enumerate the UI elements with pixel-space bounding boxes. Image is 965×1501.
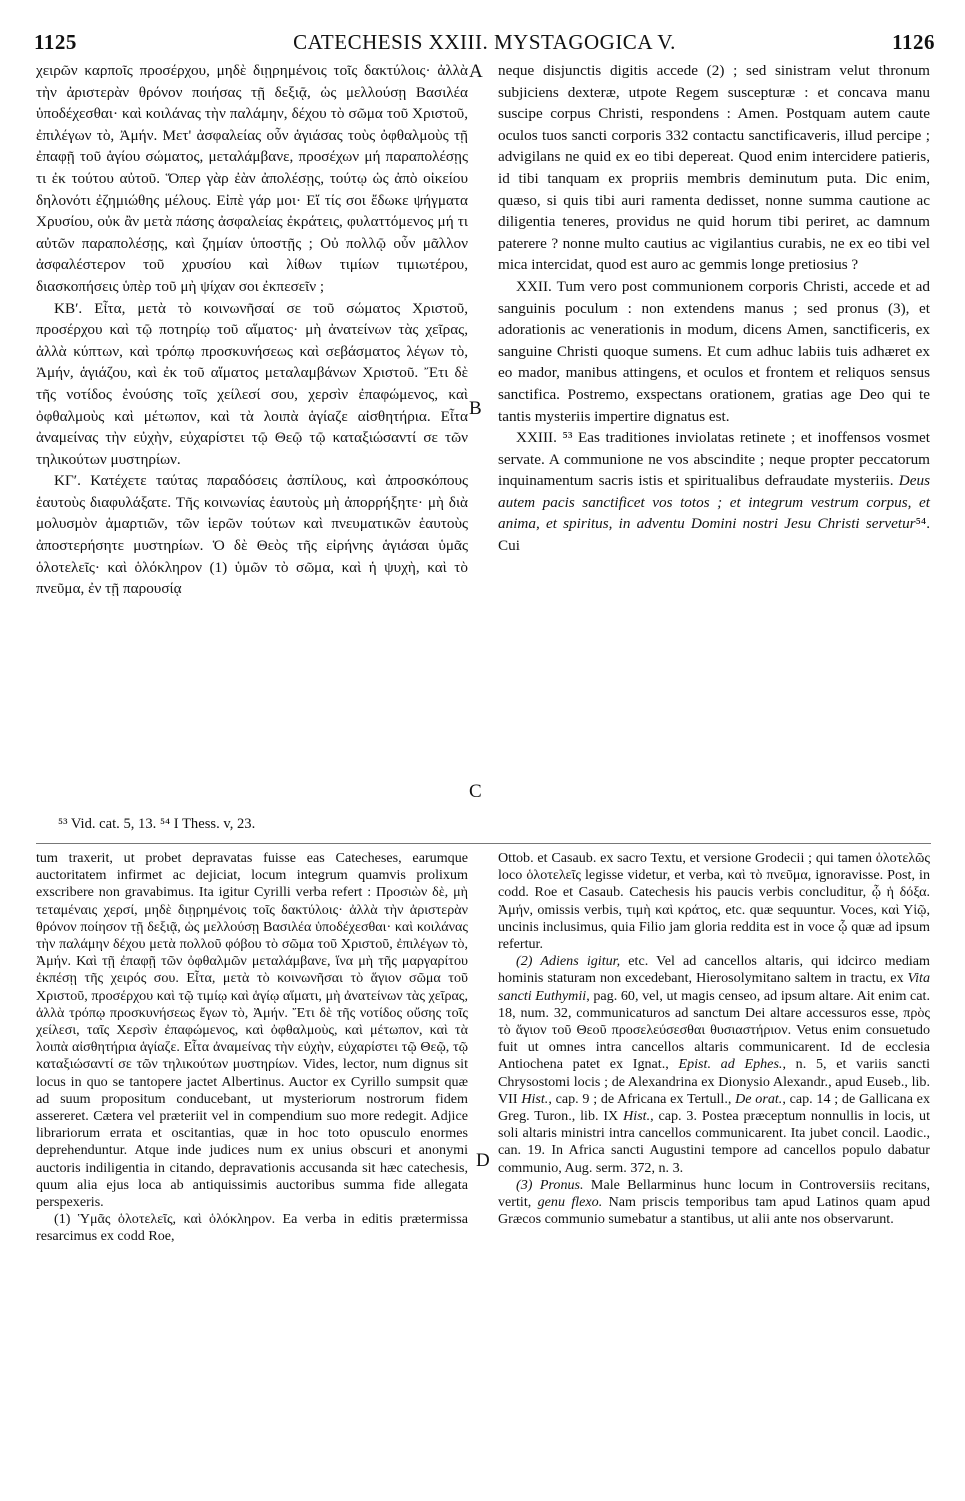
- note-2-italic-1: Vita sancti Euthymii: [498, 970, 930, 1004]
- margin-letter-b: B: [469, 398, 482, 419]
- note-3-heading: (3) Pronus.: [516, 1176, 584, 1193]
- footnote-references: ⁵³ Vid. cat. 5, 13. ⁵⁴ I Thess. v, 23.: [58, 816, 256, 832]
- note-3: [498, 1177, 930, 1229]
- divider: [36, 843, 931, 844]
- note-2-text-1: etc. Vel ad cancellos altaris, qui idcirco mediam hominis staturam non excedebant, Hierosolymitano saltem in tractu, ex: [498, 953, 931, 987]
- note-2-italic-2: Epist. ad Ephes.: [678, 1056, 783, 1073]
- latin-paragraph-3-end: ⁵⁴. Cui: [498, 515, 930, 555]
- note-2-text-3: , n. 5, et variis sancti Chrysostomi locis ; de Alexandrina ex Dionysio Alexandr., apud Euseb., lib. VII: [498, 1056, 930, 1107]
- latin-paragraph-2: XXII. Tum vero post communionem corporis Christi, accede et ad sanguinis poculum : non extendens manus ; sed pronus (3), et adorationis ac venerationis in modum, dicens Amen, sanctificeris, ex sanguine Christi quoque sumens. Et cum adhuc labiis tuis adhæret ex eo mador, manibus attingens, et oculos et frontem et reliquos sensus sanctifica. Postremo, exspectans orationem, gratias age Deo qui te tantis mysteriis impertire dignatus est.: [498, 277, 930, 425]
- latin-paragraph-3: [498, 427, 930, 557]
- note-2-heading: (2) Adiens igitur,: [516, 953, 621, 970]
- greek-column: [36, 60, 468, 600]
- note-left-paragraph-2: [36, 1211, 468, 1245]
- note-2-italic-3: Hist.: [521, 1090, 549, 1107]
- note-1-heading: (1) Ὑμᾶς ὁλοτελεῖς, καὶ ὁλόκληρον.: [54, 1211, 276, 1228]
- note-2-text-4: , cap. 9 ; de Africana ex Tertull.,: [548, 1090, 736, 1107]
- margin-letter-d: D: [476, 1150, 490, 1171]
- latin-paragraph-1: neque disjunctis digitis accede (2) ; sed sinistram velut thronum subjiciens dexteræ, utpote Regem suscepturæ : et concava manu suscipe corpus Christi, respondens : Amen. Postquam autem caute oculos tuos sancti corporis 332 contactu sanctificaveris, illud percipe ; advigilans ne quid ex eo tibi depereat. Quod enim intercidere patieris, id tibi tanquam ex propriis membris deminutum puta. Dic enim, quæso, si quis tibi auri ramenta dedisset, nonne summa cautione ac diligentia teneres, providus ne quid horum tibi periret, ac damnum paterere ? nonne multo cautius ac vigilantius curabis, ne ex eo tibi vel mica intercidat, quod est auro ac gemmis longe pretiosius ?: [498, 62, 930, 274]
- greek-paragraph-1: χειρῶν καρποῖς προσέρχου, μηδὲ διῃρημένοις τοῖς δακτύλοις· ἀλλὰ τὴν ἀριστερὰν θρόνον ποιήσας τῇ δεξιᾷ, ὡς μελλούσῃ Βασιλέα ὑποδέχεσθαι· καὶ κοιλάνας τὴν παλάμην, δέχου τὸ σῶμα τοῦ Χριστοῦ, ἐπιλέγων τὸ, Ἀμήν. Μετ' ἀσφαλείας οὖν ἁγιάσας τοὺς ὀφθαλμοὺς τῇ ἐπαφῇ τοῦ ἁγίου σώματος, μεταλάμβανε, προσέχων μή παραπολέσῃς τι ἐκ τούτου αὐτοῦ. Ὅπερ γὰρ ἐὰν ἀπολέσῃς, τούτῳ ὡς ἀπὸ οἰκείου δηλονότι ἐζημιώθης μέλους. Εἰπὲ γάρ μοι· Εἴ τίς σοι ἔδωκε ψήγματα Χρυσίου, οὐκ ἂν μετὰ πάσης ἀσφαλείας ἐκράτεις, φυλαττόμενος μή τι αὐτῶν παραπολέσῃς, καὶ ζημίαν ὑποστῇς ; Οὐ πολλῷ οὖν μᾶλλον ἀσφαλέστερον τοῦ χρυσίου καὶ λίθων τιμίων τιμιωτέρου, διασκοπήσεις ὑπὲρ τοῦ μὴ ψίχαν σοι ἐκπεσεῖν ;: [36, 62, 468, 295]
- page-number-right: 1126: [892, 30, 935, 54]
- note-1-text: Ea verba in editis prætermissa resarcimus ex codd Roe,: [36, 1211, 468, 1245]
- note-3-text-1: Male Bellarminus hunc locum in Controversiis recitans, vertit,: [498, 1176, 930, 1211]
- margin-letter-c: C: [469, 781, 482, 802]
- note-3-text-2: Nam priscis temporibus tam apud Latinos quam apud Græcos communio sumebatur a stantibus, ut alii ante nos observarunt.: [498, 1194, 930, 1228]
- note-2-italic-4: De orat.: [735, 1090, 783, 1107]
- margin-letter-a: A: [469, 61, 483, 82]
- latin-column: [498, 60, 930, 557]
- greek-paragraph-2: ΚΒʹ. Εἶτα, μετὰ τὸ κοινωνῆσαί σε τοῦ σώματος Χριστοῦ, προσέρχου καὶ τῷ ποτηρίῳ τοῦ αἵματος· μὴ ἀνατείνων τὰς χεῖρας, ἀλλὰ κύπτων, καὶ τρόπῳ προσκυνήσεως καὶ σεβάσματος λέγων τὸ, Ἀμήν, ἁγιάζου, καὶ ἐκ τοῦ αἵματος μεταλαμβάνων Χριστοῦ. Ἔτι δὲ τῆς νοτίδος ἐνούσης τοῖς χείλεσί σου, χερσὶν ἐπαφώμενος, καὶ ὀφθαλμοὺς καὶ μέτωπον, καὶ τὰ λοιπὰ ἁγίαζε αἰσθητήρια. Εἶτα ἀναμείνας τὴν εὐχὴν, εὐχαρίστει τῷ Θεῷ τῷ καταξιώσαντί σε τῶν τηλικούτων μυστηρίων.: [36, 299, 468, 468]
- latin-paragraph-3-text: XXIII. ⁵³ Eas traditiones inviolatas retinete ; et inoffensos vosmet servate. A communione ne vos abscindite ; neque propter peccatorum inquinamentum sacris istis et spiritualibus defraudate mysteriis.: [498, 429, 930, 490]
- page-number-left: 1125: [34, 30, 77, 54]
- note-3-italic-1: genu flexo.: [537, 1194, 603, 1211]
- notes-left-column: [36, 850, 468, 1246]
- notes-right-column: [498, 850, 930, 1228]
- greek-paragraph-3: ΚΓʹ. Κατέχετε ταύτας παραδόσεις ἀσπίλους, καὶ ἀπροσκόπους ἑαυτοὺς διαφυλάξατε. Τῆς κοινωνίας ἑαυτοὺς μὴ ἀπορρήξητε· μὴ διὰ μολυσμὸν ἁμαρτιῶν, τῶν ἱερῶν τούτων καὶ πνευματικῶν ἑαυτοὺς ἀποστερήσητε μυστηρίων. Ὁ δὲ Θεὸς τῆς εἰρήνης ἁγιάσαι ὑμᾶς ὁλοτελεῖς· καὶ ὁλόκληρον (1) ὑμῶν τὸ σῶμα, καὶ ἡ ψυχὴ, καὶ τὸ πνεῦμα, ἐν τῇ παρουσίᾳ: [36, 472, 468, 598]
- note-right-paragraph-1: Ottob. et Casaub. ex sacro Textu, et versione Grodecii ; qui tamen ὁλοτελῶς loco ὁλοτελεῖς legisse videtur, et verba, καὶ τὸ πνεῦμα, ignoravisse. Post, in codd. Roe et Casaub. Catechesis his paucis verbis concluditur, ᾧ ἡ δόξα. Ἀμήν, omissis verbis, τιμὴ καὶ κράτος, etc. quæ sequuntur. Voces, καὶ Υἱῷ, uncinis inclusimus, quia Filio jam gloria reddita est in voce ᾧ quæ ad ipsum refertur.: [498, 850, 930, 953]
- note-2-text-5: , cap. 14 ; de Gallicana ex Greg. Turon., lib. IX: [498, 1090, 930, 1125]
- note-2-italic-5: Hist.: [623, 1108, 651, 1125]
- note-left-paragraph-1: tum traxerit, ut probet depravatas fuisse eas Catecheses, earumque auctoritatem infirmet ac dejiciat, locum integrum quamvis prolixum exscribere non gravabimus. Ita igitur Cyrilli verba refert : Προσιὼν δὲ, μὴ τεταμέναις χερσί, μηδὲ διῃρημένοις τοῖς δακτύλοις· ἀλλὰ τὴν ἀριστερὰν θρόνον ποίησον τῇ δεξιᾷ, ὡς μελλούσῃ Βασιλέα ὑποδέχεσθαι· καὶ κοιλάνας τὴν παλάμην δέχου μετὰ πολλοῦ φόβου τὸ σῶμα τοῦ Χριστοῦ, ἐπιλέγων τὸ, Ἀμήν. Καὶ τῇ ἐπαφῇ τῶν ὀφθαλμῶν μεταλάμβανε, ἵνα μὴ τῆς μαργαρίτου ἐκπέσῃ τῆς χειρός σου. Εἶτα, μετὰ τὸ κοινωνῆσαι τὸ ἅγιον σῶμα τοῦ Χριστοῦ, προσέρχου καὶ τῷ τιμίῳ καὶ ἁγίῳ αἵματι, μὴ ἀνατείνων τὰς χεῖρας, ἀλλὰ τρόπῳ προσκυνήσεως ἔγων τὸ, Ἀμήν. Ἔτι δὲ τῆς νοτίδος οὔσης τοῖς χείλεσι, ταῖς Χερσὶν ἐπαφώμενος, καὶ ὀφθαλμοὺς, καὶ μέτωπον, καὶ τὰ λοιπὰ αἰσθητήρια ἁγίαζε. Εἶτα ἀναμείνας τὴν εὐχὴν, εὐχαρίστει τῷ Θεῷ, τῷ καταξιώσαντί σε τῶν τηλικούτων μυστηρίων. Vides, lector, num dignus sit locus in quo se tantopere jactet Albertinus. Auctor ex Cyrillo sumpsit quæ ad suum propositum conducebant, ut mysteriorum nostrorum fidem assereret. Cætera vel præteriit vel in compendium suo more redegit. Adjice librariorum errata et oscitantias, quæ in hoc toto opusculo enormes deprehenduntur. Atque inde judices num ex unius obscuri et anonymi auctoris indiligentia in citando, depravationis accusanda sit hæc catechesis, quum alia ejus loca ab antiquissimis auctoribus summa fide allegata perspexeris.: [36, 850, 468, 1211]
- running-header: [34, 30, 935, 56]
- latin-scripture-quote: Deus autem pacis sanctificet vos totos ; et integrum vestrum corpus, et anima, et spiritus, in adventu Domini nostri Jesu Christi servetur: [498, 472, 931, 533]
- note-2-text-2: , pag. 60, vel, ut magis censeo, ad ipsum altare. Ait enim cat. 18, num. 32, communicaturos ad sanctum Dei altare accessuros esse, πρὸς τὸ ἅγιον τοῦ Θεοῦ προσελεύσεσθαι θυσιαστήριον. Vetus enim consuetudo fuit ut omnes intra cancellos altaris communicarent. Id de ecclesia Antiochena patet ex Ignat.,: [498, 987, 930, 1073]
- note-2: [498, 953, 930, 1177]
- page-title: CATECHESIS XXIII. MYSTAGOGICA V.: [293, 30, 676, 54]
- note-2-text-6: , cap. 3. Postea præceptum nonnullis in locis, ut soli altaris ministri intra cancellos communicarent. Ita jubet concil. Laodic., can. 19. In Africa sancti Augustini tempore ad cancellos populo dabatur communio, Aug. serm. 372, n. 3.: [498, 1108, 930, 1176]
